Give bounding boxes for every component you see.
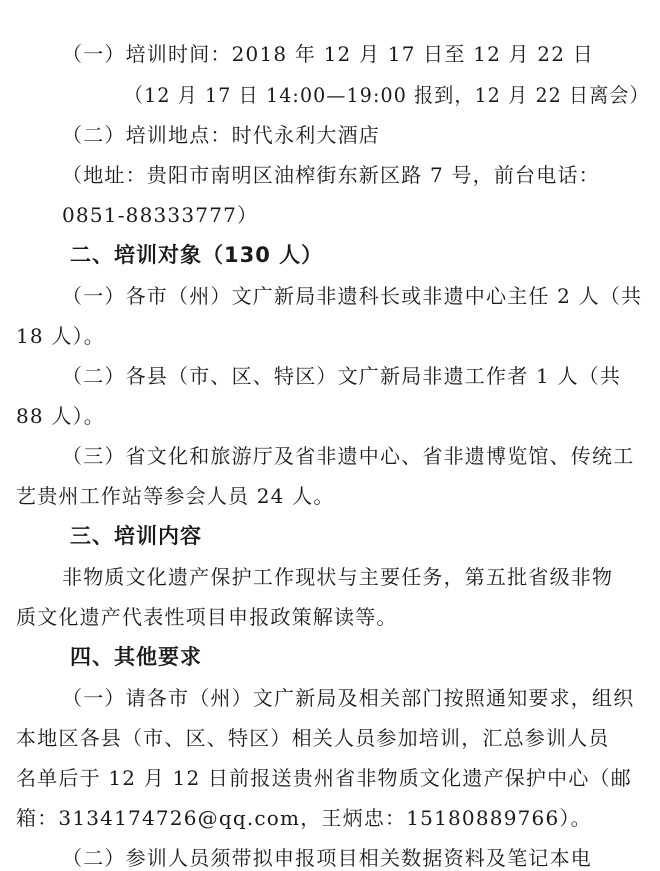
requirements-item-1-line-3: 名单后于 12 月 12 日前报送贵州省非物质文化遗产保护中心（邮 — [16, 766, 632, 790]
requirements-item-1-line-2: 本地区各县（市、区、特区）相关人员参加培训，汇总参训人员 — [16, 726, 610, 750]
requirements-item-2-line-1: （二）参训人员须带拟申报项目相关数据资料及笔记本电 — [62, 846, 592, 870]
requirements-item-1-line-4: 箱：3134174726@qq.com，王炳忠：15180889766）。 — [16, 806, 592, 830]
phone-line: 0851-88333777） — [62, 203, 259, 227]
training-location-line: （二）培训地点：时代永利大酒店 — [62, 123, 380, 147]
section-heading-content: 三、培训内容 — [70, 524, 202, 548]
content-line-1: 非物质文化遗产保护工作现状与主要任务，第五批省级非物 — [62, 565, 614, 589]
section-heading-requirements: 四、其他要求 — [70, 645, 202, 669]
address-line: （地址：贵阳市南明区油榨街东新区路 7 号，前台电话： — [62, 163, 600, 187]
participants-item-2-line-2: 88 人）。 — [16, 404, 106, 428]
participants-item-1-line-1: （一）各市（州）文广新局非遗科长或非遗中心主任 2 人（共 — [62, 284, 643, 308]
participants-item-1-line-2: 18 人）。 — [16, 324, 106, 348]
training-time-line: （一）培训时间：2018 年 12 月 17 日至 12 月 22 日 — [62, 42, 594, 66]
participants-item-3-line-2: 艺贵州工作站等参会人员 24 人。 — [16, 484, 335, 508]
content-line-2: 质文化遗产代表性项目申报政策解读等。 — [16, 605, 398, 629]
requirements-item-1-line-1: （一）请各市（州）文广新局及相关部门按照通知要求，组织 — [62, 686, 635, 710]
training-schedule-line: （12 月 17 日 14:00—19:00 报到，12 月 22 日离会） — [124, 83, 650, 107]
participants-item-2-line-1: （二）各县（市、区、特区）文广新局非遗工作者 1 人（共 — [62, 364, 622, 388]
participants-item-3-line-1: （三）省文化和旅游厅及省非遗中心、省非遗博览馆、传统工 — [62, 444, 635, 468]
section-heading-participants: 二、培训对象（130 人） — [70, 243, 324, 267]
